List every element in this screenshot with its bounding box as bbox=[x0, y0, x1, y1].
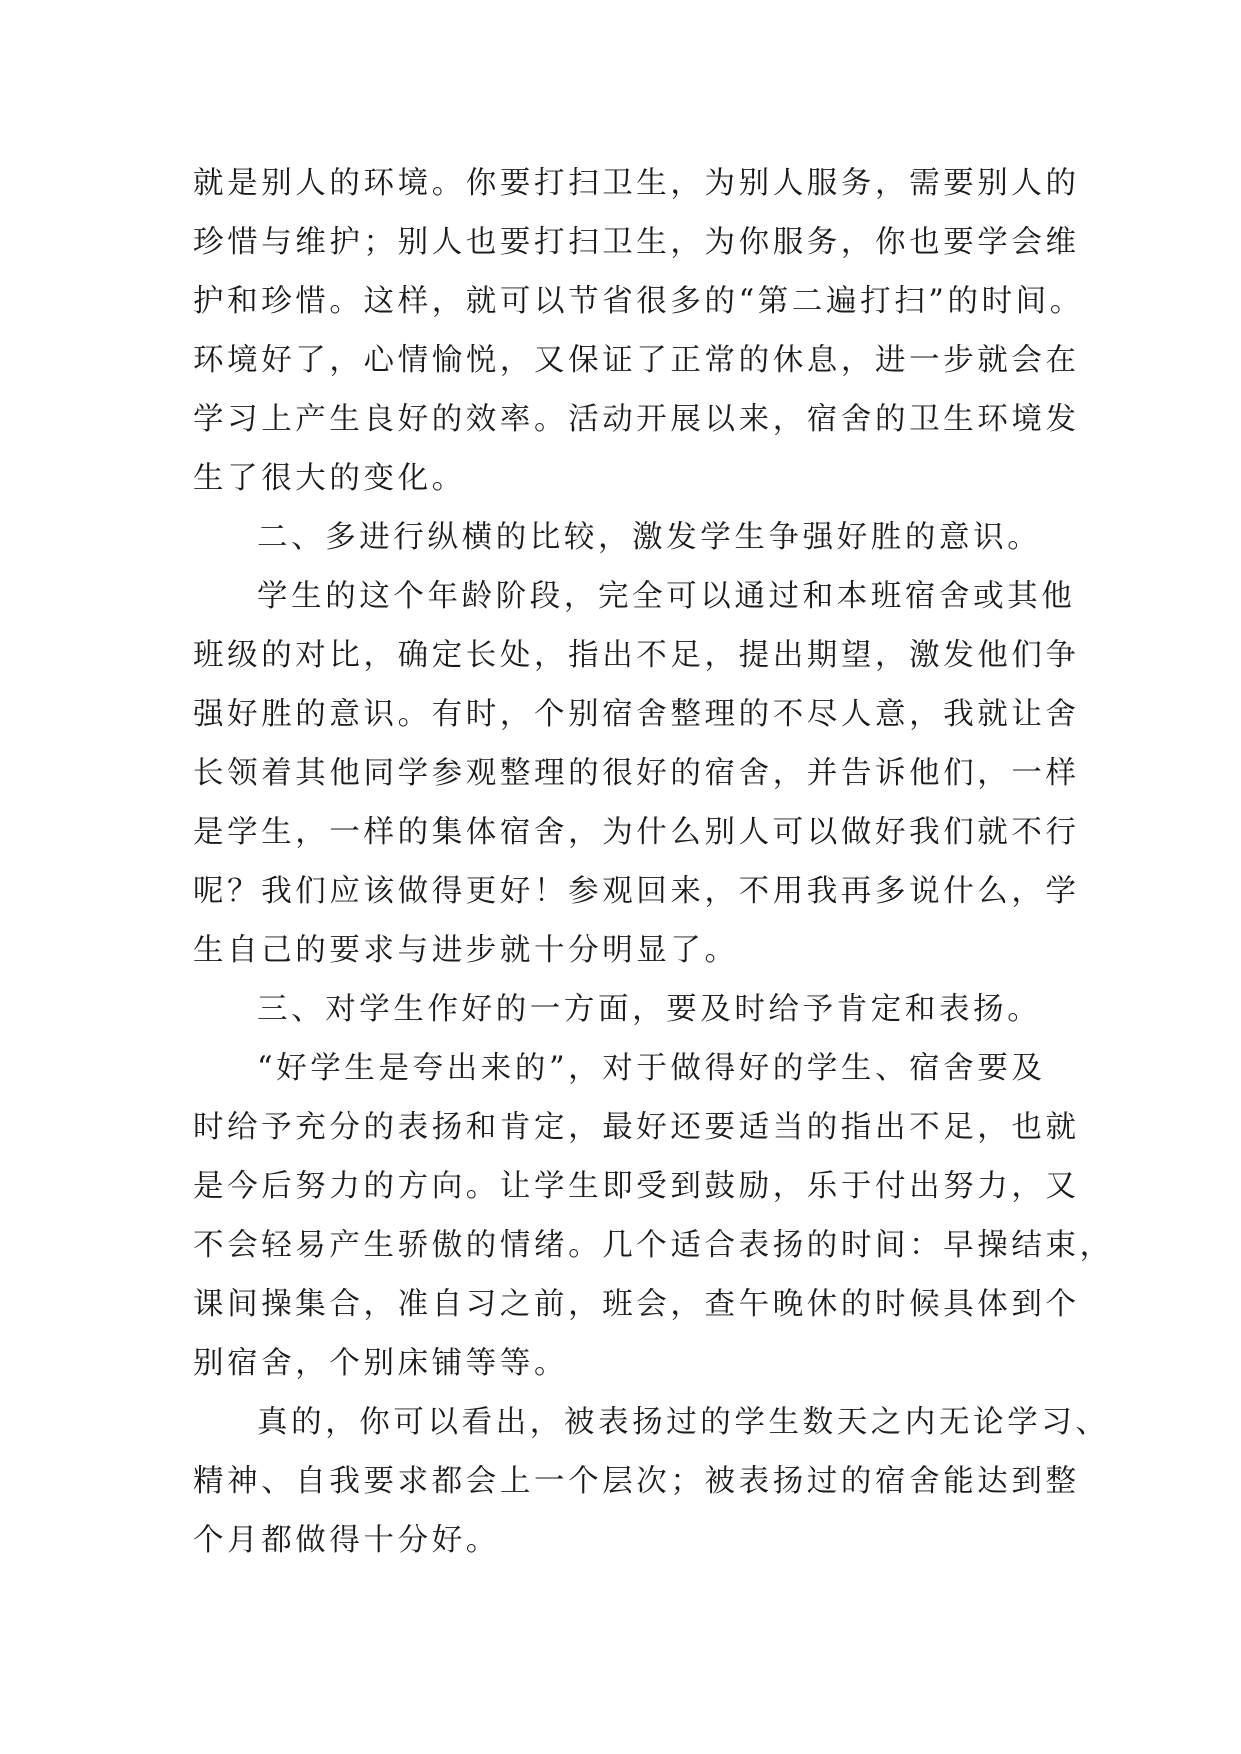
text-line: 是学生，一样的集体宿舍，为什么别人可以做好我们就不行 bbox=[193, 815, 1080, 850]
text-line: 不会轻易产生骄傲的情绪。几个适合表扬的时间：早操结束， bbox=[193, 1228, 1114, 1263]
text-line: 护和珍惜。这样，就可以节省很多的“第二遍打扫”的时间。 bbox=[193, 284, 1084, 319]
text-line: 课间操集合，准自习之前，班会，查午晚休的时候具体到个 bbox=[193, 1287, 1080, 1322]
text-line: 珍惜与维护；别人也要打扫卫生，为你服务，你也要学会维 bbox=[193, 225, 1080, 260]
paragraph-start-line: 学生的这个年龄阶段，完全可以通过和本班宿舍或其他 bbox=[257, 579, 1076, 614]
text-line: 班级的对比，确定长处，指出不足，提出期望，激发他们争 bbox=[193, 638, 1080, 673]
text-line: 环境好了，心情愉悦，又保证了正常的休息，进一步就会在 bbox=[193, 343, 1080, 378]
section-heading: 三、对学生作好的一方面，要及时给予肯定和表扬。 bbox=[257, 992, 1042, 1027]
paragraph-start-line: 真的，你可以看出，被表扬过的学生数天之内无论学习、 bbox=[257, 1405, 1110, 1440]
text-line: 是今后努力的方向。让学生即受到鼓励，乐于付出努力，又 bbox=[193, 1169, 1080, 1204]
text-line: 就是别人的环境。你要打扫卫生，为别人服务，需要别人的 bbox=[193, 166, 1080, 201]
text-line: 时给予充分的表扬和肯定，最好还要适当的指出不足，也就 bbox=[193, 1110, 1080, 1145]
document-body bbox=[193, 154, 1114, 1570]
text-line: 呢？我们应该做得更好！参观回来，不用我再多说什么，学 bbox=[193, 874, 1080, 909]
text-line: 个月都做得十分好。 bbox=[193, 1523, 500, 1558]
section-heading: 二、多进行纵横的比较，激发学生争强好胜的意识。 bbox=[257, 520, 1042, 555]
text-line: 别宿舍，个别床铺等等。 bbox=[193, 1346, 569, 1381]
text-line: 精神、自我要求都会上一个层次；被表扬过的宿舍能达到整 bbox=[193, 1464, 1080, 1499]
text-line: 强好胜的意识。有时，个别宿舍整理的不尽人意，我就让舍 bbox=[193, 697, 1080, 732]
text-line: 学习上产生良好的效率。活动开展以来，宿舍的卫生环境发 bbox=[193, 402, 1080, 437]
text-line: 长领着其他同学参观整理的很好的宿舍，并告诉他们，一样 bbox=[193, 756, 1080, 791]
text-line: 生了很大的变化。 bbox=[193, 461, 466, 496]
text-line: 生自己的要求与进步就十分明显了。 bbox=[193, 933, 739, 968]
paragraph-start-line: “好学生是夸出来的”，对于做得好的学生、宿舍要及 bbox=[257, 1051, 1046, 1086]
